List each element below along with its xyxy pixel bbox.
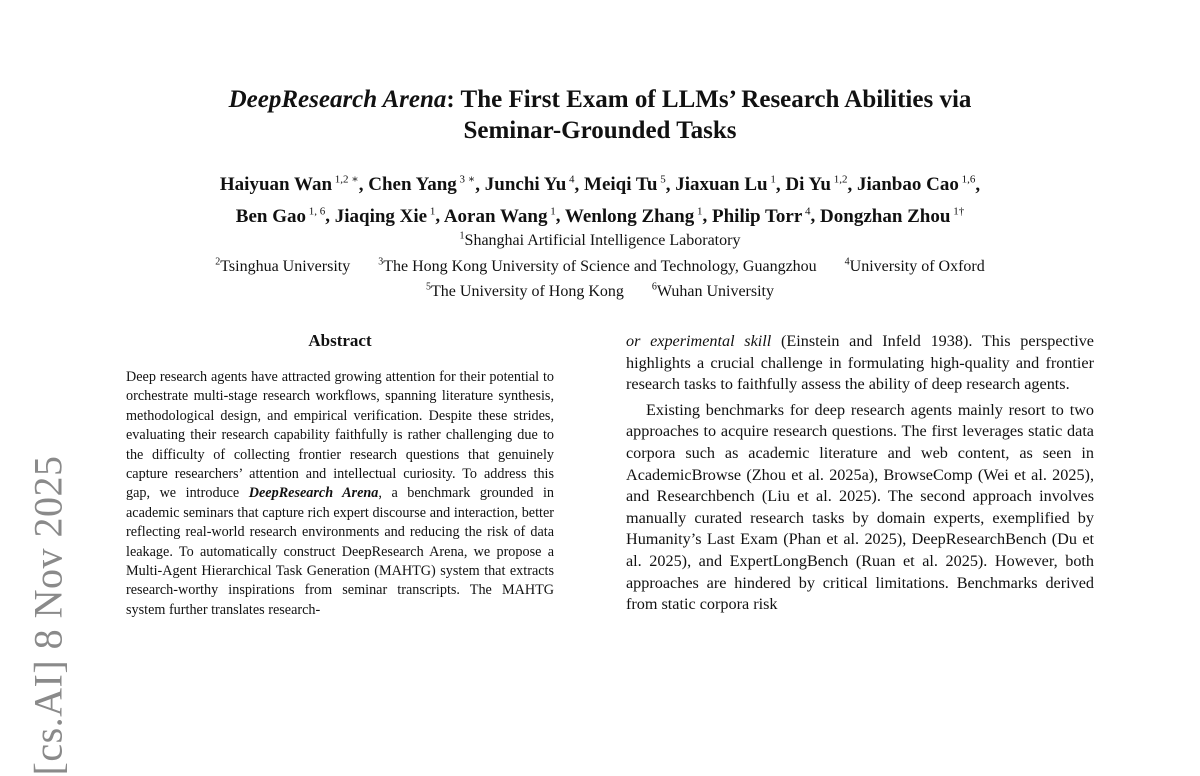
- author: Jiaxuan Lu $^1$: [675, 174, 776, 196]
- author: Ben Gao $^{1, 6}$: [235, 205, 326, 227]
- author: Chen Yang $^{3 ∗}$: [368, 174, 476, 196]
- author: Wenlong Zhang $^1$: [564, 205, 703, 227]
- abstract-heading: Abstract: [308, 331, 372, 350]
- title-rest-line1: : The First Exam of LLMs’ Research Abilities via: [446, 86, 972, 113]
- benchmark-name: DeepResearch Arena: [248, 485, 379, 502]
- arxiv-id-text: [cs.AI] 8 Nov 2025: [25, 455, 71, 776]
- author: Aoran Wang $^1$: [443, 205, 556, 227]
- affiliation: $^6$Wuhan University: [651, 281, 774, 300]
- paragraph: Existing benchmarks for deep research agents mainly resort to two approaches to acquire research questions. The first leverages static data corpora such as academic literature and web content, as seen in AcademicBrowse (Zhou et al. 2025a), BrowseComp (Wei et al. 2025), and Researchbench (Liu et al. 2025). The second approach involves manually curated research tasks by domain experts, exemplified by Humanity’s Last Exam (Phan et al. 2025), DeepResearchBench (Du et al. 2025), and ExpertLongBench (Ruan et al. 2025). However, both approaches are hindered by critical limitations. Benchmarks derived from static corpora risk: [626, 400, 1094, 614]
- author: Di Yu $^{1,2}$: [785, 174, 848, 196]
- title-line2: Seminar-Grounded Tasks: [463, 117, 737, 144]
- author-list: Haiyuan Wan $^{1,2 ∗}$, Chen Yang $^{3 ∗}$, Junchi Yu $^4$, Meiqi Tu $^5$, Jiaxuan Lu $^1$, Di Yu $^{1,2}$, Jianbao Cao $^{1,6}$, Ben Gao $^{1, 6}$, Jiaqing Xie $^1$, Aoran Wang $^1$, Wenlong Zhang $^1$, Philip Torr $^4$, Dongzhan Zhou $^{1\dagger}$: [219, 174, 981, 227]
- author: Meiqi Tu $^5$: [584, 174, 666, 196]
- affiliation: $^5$The University of Hong Kong: [426, 281, 624, 300]
- abstract-text: Deep research agents have attracted growing attention for their potential to orchestrate multi-stage research workflows, spanning literature synthesis, methodological design, and empirical verification. Despite these strides, evaluating their research capability faithfully is rather challenging due to the difficulty of collecting frontier research questions that genuinely capture researchers’ attention and intellectual curiosity. To address this gap, we introduce DeepResearch Arena, a benchmark grounded in academic seminars that capture rich expert discourse and interaction, better reflecting real-world research environments and reducing the risk of data leakage. To automatically construct DeepResearch Arena, we propose a Multi-Agent Hierarchical Task Generation (MAHTG) system that extracts research-worthy inspirations from seminar transcripts. The MAHTG system further translates research-: [126, 369, 554, 618]
- author: Junchi Yu $^4$: [484, 174, 575, 196]
- author: Philip Torr $^4$: [712, 205, 811, 227]
- affiliation: $^3$The Hong Kong University of Science and Technology, Guangzhou: [378, 256, 817, 275]
- author: Dongzhan Zhou $^{1\dagger}$: [820, 205, 965, 227]
- author: Jiaqing Xie $^1$: [334, 205, 436, 227]
- affiliation-list: [60, 226, 1140, 302]
- author: Haiyuan Wan $^{1,2 ∗}$: [219, 174, 359, 196]
- affiliation: $^2$Tsinghua University: [215, 256, 351, 275]
- affiliation: $^1$Shanghai Artificial Intelligence Laboratory: [459, 231, 741, 250]
- author: Jianbao Cao $^{1,6}$: [856, 174, 976, 196]
- paragraph: or experimental skill (Einstein and Infeld 1938). This perspective highlights a crucial challenge in formulating high-quality and frontier research tasks to faithfully assess the ability of deep research agents.: [626, 332, 1094, 394]
- paper-title: [100, 84, 1100, 146]
- title-italic-part: DeepResearch Arena: [228, 86, 447, 113]
- affiliation: $^4$University of Oxford: [844, 256, 985, 275]
- right-column-body: [626, 331, 1094, 616]
- arxiv-identifier-stamp: [6, 0, 86, 776]
